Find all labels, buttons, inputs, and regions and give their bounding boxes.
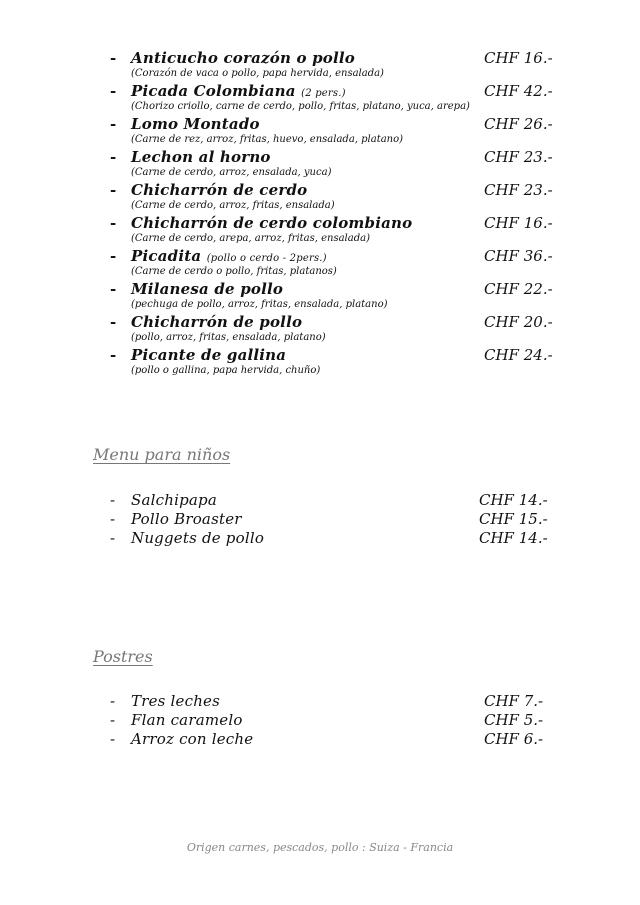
item-description: (pechuga de pollo, arroz, fritas, ensalada, platano): [131, 299, 388, 310]
item-name: Milanesa de pollo: [131, 280, 284, 298]
item-name: Chicharrón de cerdo: [131, 181, 308, 199]
item-price: CHF 5.-: [484, 711, 544, 729]
item-description: (Corazón de vaca o pollo, papa hervida, ensalada): [131, 68, 384, 79]
item-price: CHF 15.-: [479, 510, 548, 528]
item-name: Chicharrón de cerdo colombiano: [131, 214, 413, 232]
item-name: Nuggets de pollo: [131, 529, 265, 547]
item-bullet: -: [110, 49, 117, 67]
item-name: Salchipapa: [131, 491, 217, 509]
item-name: Chicharrón de pollo: [131, 313, 303, 331]
item-price: CHF 6.-: [484, 730, 544, 748]
item-price: CHF 16.-: [484, 49, 553, 67]
item-bullet: -: [110, 313, 117, 331]
item-note: (2 pers.): [301, 88, 346, 99]
item-bullet: -: [110, 280, 117, 298]
item-name: Tres leches: [131, 692, 221, 710]
item-name: Picada Colombiana (2 pers.): [131, 82, 346, 100]
item-name: Anticucho corazón o pollo: [131, 49, 356, 67]
item-bullet: -: [110, 491, 116, 509]
item-description: (Carne de cerdo, arroz, ensalada, yuca): [131, 167, 332, 178]
item-description: (pollo, arroz, fritas, ensalada, platano): [131, 332, 326, 343]
item-description: (Carne de cerdo o pollo, fritas, platanos): [131, 266, 337, 277]
item-price: CHF 26.-: [484, 115, 553, 133]
item-price: CHF 14.-: [479, 491, 548, 509]
item-bullet: -: [110, 346, 117, 364]
item-price: CHF 16.-: [484, 214, 553, 232]
origin-footer: Origen carnes, pescados, pollo : Suiza - Francia: [186, 841, 454, 854]
item-bullet: -: [110, 692, 116, 710]
item-note: (pollo o cerdo - 2pers.): [206, 253, 327, 264]
item-price: CHF 23.-: [484, 148, 553, 166]
item-price: CHF 7.-: [484, 692, 544, 710]
item-description: (Carne de rez, arroz, fritas, huevo, ensalada, platano): [131, 134, 404, 145]
item-bullet: -: [110, 529, 116, 547]
item-name: Flan caramelo: [131, 711, 243, 729]
item-name: Arroz con leche: [131, 730, 254, 748]
item-price: CHF 23.-: [484, 181, 553, 199]
item-bullet: -: [110, 115, 117, 133]
item-description: (pollo o gallina, papa hervida, chuño): [131, 365, 321, 376]
item-price: CHF 36.-: [484, 247, 553, 265]
item-price: CHF 22.-: [484, 280, 553, 298]
item-bullet: -: [110, 730, 116, 748]
item-bullet: -: [110, 181, 117, 199]
kids-menu-title: Menu para niños: [93, 445, 231, 464]
item-price: CHF 20.-: [484, 313, 553, 331]
item-bullet: -: [110, 247, 117, 265]
item-price: CHF 14.-: [479, 529, 548, 547]
item-name: Picante de gallina: [131, 346, 287, 364]
item-name: Lechon al horno: [131, 148, 271, 166]
item-price: CHF 24.-: [484, 346, 553, 364]
item-bullet: -: [110, 510, 116, 528]
item-price: CHF 42.-: [484, 82, 553, 100]
item-name: Lomo Montado: [131, 115, 260, 133]
desserts-title: Postres: [93, 647, 153, 666]
item-bullet: -: [110, 148, 117, 166]
item-description: (Carne de cerdo, arepa, arroz, fritas, ensalada): [131, 233, 370, 244]
item-bullet: -: [110, 82, 117, 100]
item-description: (Carne de cerdo, arroz, fritas, ensalada): [131, 200, 335, 211]
item-bullet: -: [110, 711, 116, 729]
item-bullet: -: [110, 214, 117, 232]
item-description: (Chorizo criollo, carne de cerdo, pollo, fritas, platano, yuca, arepa): [131, 101, 470, 112]
item-name: Pollo Broaster: [131, 510, 242, 528]
item-name: Picadita (pollo o cerdo - 2pers.): [131, 247, 327, 265]
